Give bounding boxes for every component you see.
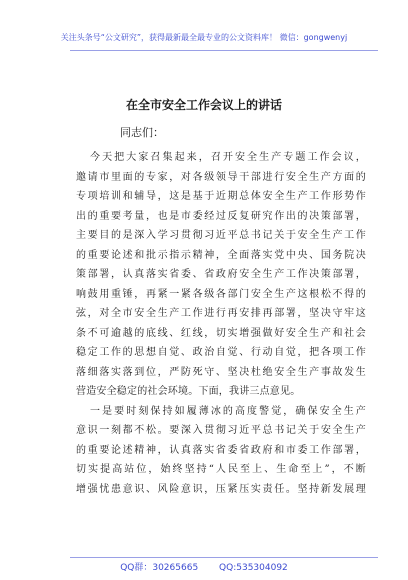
body-line: 专项培训和辅导，这是基于近期总体安全生产工作形势作 — [76, 191, 366, 202]
body-line: 切实提高站位，始终坚持“人民至上、生命至上”，不断 — [76, 464, 366, 475]
document-body — [76, 148, 366, 499]
body-line: 出的重要考量，也是市委经过反复研究作出的决策部署， — [76, 210, 366, 222]
footer-divider — [70, 557, 378, 558]
body-line: 条不可逾越的底线、红线，切实增强做好安全生产和社会 — [76, 327, 366, 339]
body-line: 弦，对全市安全生产工作进行再安排再部署，坚决守牢这 — [76, 308, 366, 319]
greeting: 同志们： — [120, 126, 164, 139]
header-divider — [70, 50, 378, 51]
body-line: 的重要论述和批示指示精神，全面落实党中央、国务院决 — [76, 249, 366, 261]
qq-group-text: QQ群：30265665 — [120, 563, 199, 573]
body-line: 增强忧患意识、风险意识，压紧压实责任。坚持新发展理 — [76, 483, 366, 495]
body-line: 的重要论述精神，认真落实省委省政府和市委工作部署， — [76, 444, 366, 456]
body-line: 营造安全稳定的社会环境。下面，我讲三点意见。 — [76, 386, 301, 397]
body-line: 落细落实落到位，严防死守、坚决杜绝安全生产事故发生 — [76, 366, 366, 378]
qq-text: QQ:535304092 — [219, 563, 288, 573]
body-line: 策部署，认真落实省委、省政府安全生产工作决策部署， — [76, 269, 366, 280]
body-line: 邀请市里面的专家，对各级领导干部进行安全生产方面的 — [76, 171, 366, 183]
header-note: 关注头条号“公文研究”，获得最新最全最专业的公文资料库！ 微信：gongwenyj — [60, 33, 348, 42]
body-line: 一是要时刻保持如履薄冰的高度警觉，确保安全生产 — [90, 405, 366, 417]
footer-note — [0, 560, 408, 573]
body-line: 主要目的是深入学习贯彻习近平总书记关于安全生产工作 — [76, 230, 366, 241]
body-line: 意识一刻都不松。要深入贯彻习近平总书记关于安全生产 — [76, 425, 366, 436]
body-line: 响鼓用重锤，再紧一紧各级各部门安全生产这根松不得的 — [76, 288, 366, 300]
document-title: 在全市安全工作会议上的讲话 — [125, 98, 282, 112]
body-line: 今天把大家召集起来，召开安全生产专题工作会议， — [90, 152, 366, 163]
body-line: 稳定工作的思想自觉、政治自觉、行动自觉，把各项工作 — [76, 347, 366, 358]
